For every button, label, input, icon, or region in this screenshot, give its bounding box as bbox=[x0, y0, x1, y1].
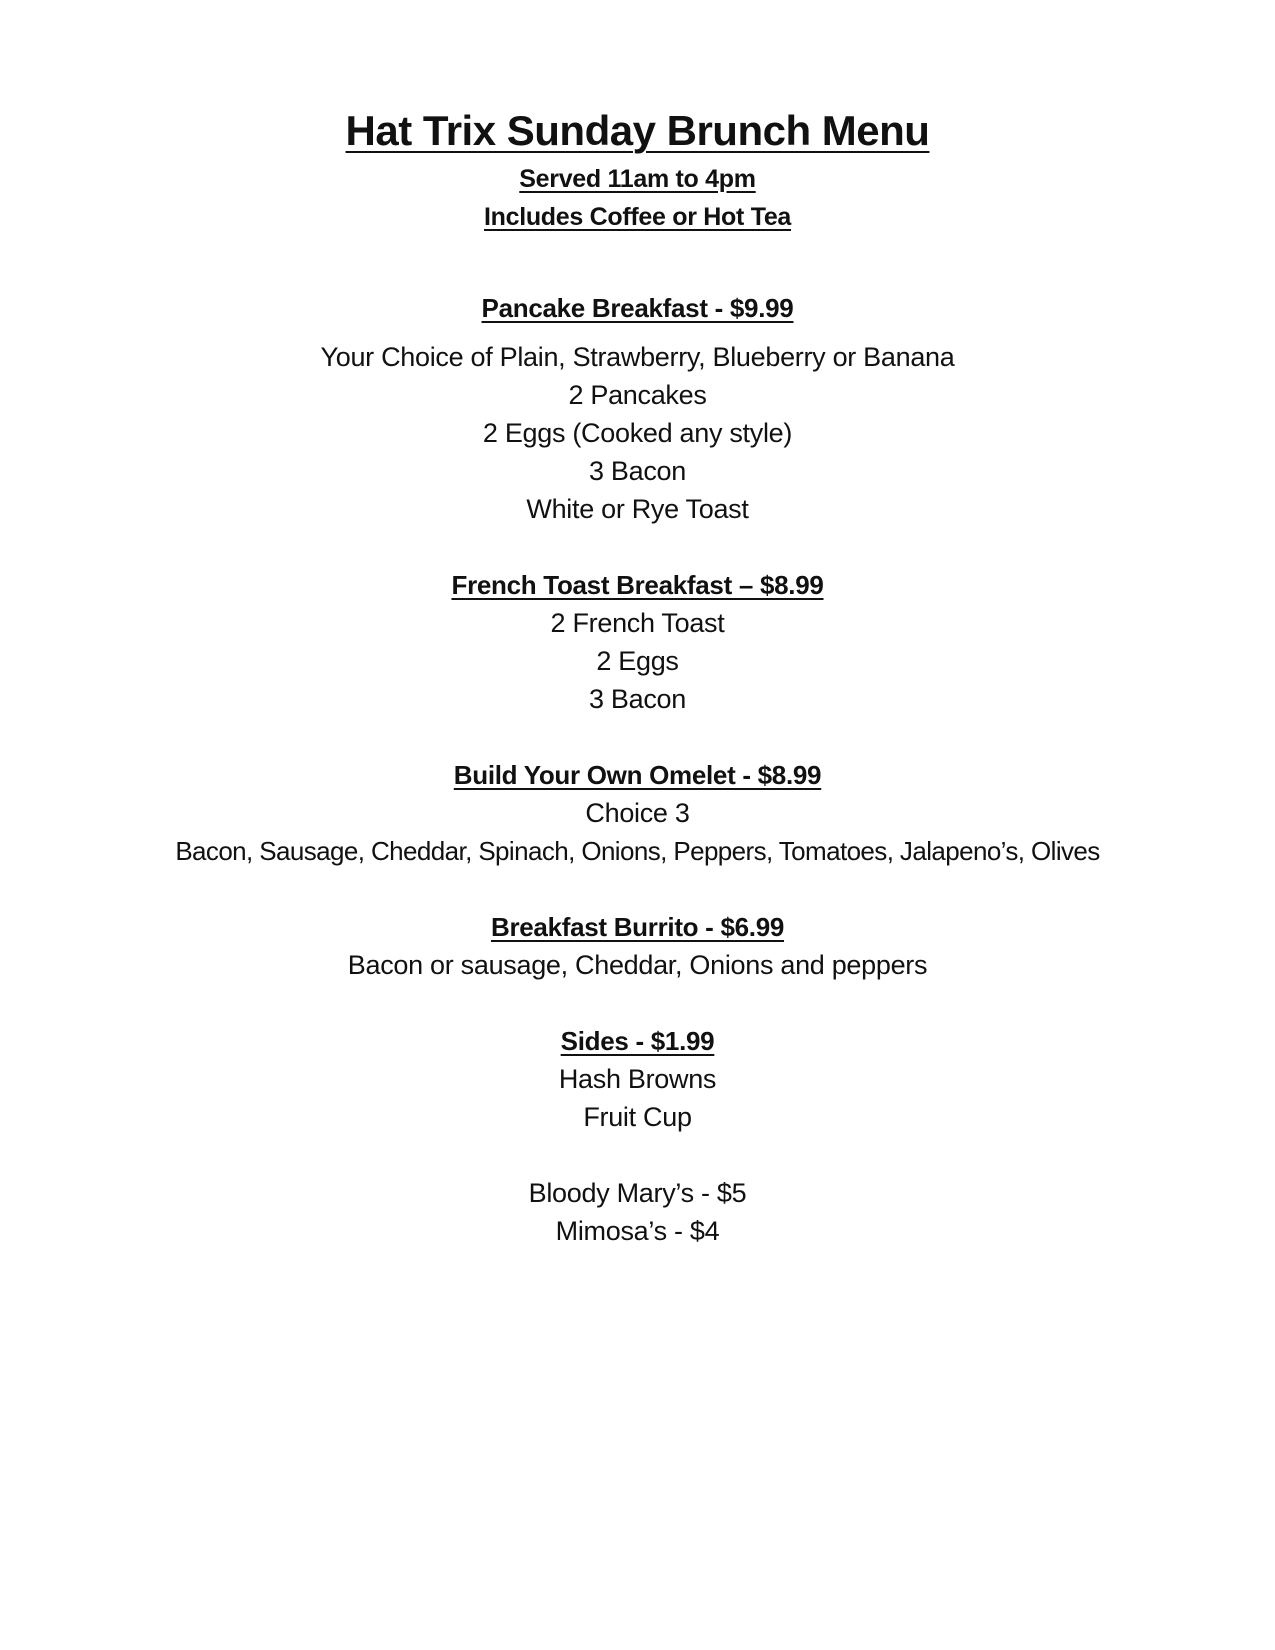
menu-title: Hat Trix Sunday Brunch Menu bbox=[345, 107, 930, 154]
includes-note: Includes Coffee or Hot Tea bbox=[483, 203, 792, 231]
pancake-line: White or Rye Toast bbox=[526, 494, 749, 524]
pancake-line: Your Choice of Plain, Strawberry, Blueberry or Banana bbox=[320, 342, 955, 372]
drink-line: Bloody Mary’s - $5 bbox=[528, 1178, 747, 1208]
served-hours: Served 11am to 4pm bbox=[519, 165, 756, 193]
french-toast-line: 2 Eggs bbox=[596, 646, 679, 676]
pancake-line: 2 Pancakes bbox=[568, 380, 707, 410]
drink-line: Mimosa’s - $4 bbox=[555, 1216, 720, 1246]
burrito-heading: Breakfast Burrito - $6.99 bbox=[490, 912, 785, 942]
french-toast-line: 2 French Toast bbox=[550, 608, 725, 638]
pancake-line: 3 Bacon bbox=[589, 456, 686, 486]
omelet-line: Choice 3 bbox=[585, 798, 690, 828]
french-toast-heading: French Toast Breakfast – $8.99 bbox=[451, 570, 824, 600]
pancake-heading: Pancake Breakfast - $9.99 bbox=[481, 293, 794, 323]
sides-line: Hash Browns bbox=[558, 1064, 717, 1094]
omelet-toppings: Bacon, Sausage, Cheddar, Spinach, Onions, Peppers, Tomatoes, Jalapeno’s, Olives bbox=[175, 836, 1100, 866]
pancake-line: 2 Eggs (Cooked any style) bbox=[482, 418, 793, 448]
french-toast-line: 3 Bacon bbox=[589, 684, 686, 714]
burrito-line: Bacon or sausage, Cheddar, Onions and peppers bbox=[347, 950, 928, 980]
sides-line: Fruit Cup bbox=[583, 1102, 692, 1132]
omelet-heading: Build Your Own Omelet - $8.99 bbox=[453, 760, 822, 790]
sides-heading: Sides - $1.99 bbox=[560, 1026, 715, 1056]
